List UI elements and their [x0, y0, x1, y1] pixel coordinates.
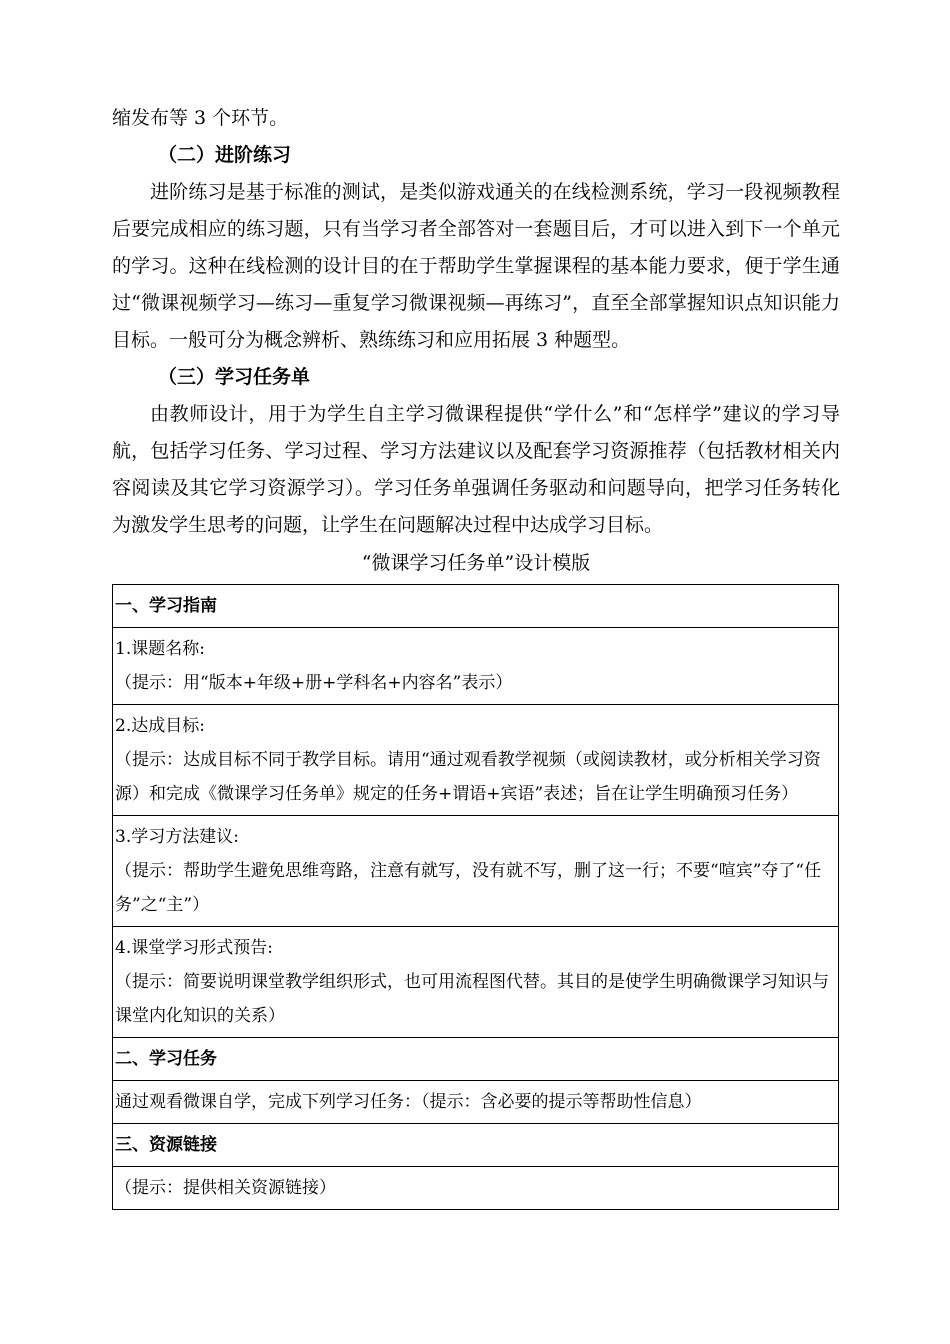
row-label: 1.课题名称: — [115, 639, 205, 659]
row-hint: （提示：用“版本+年级+册+学科名+内容名”表示） — [115, 673, 513, 693]
table-caption: “微课学习任务单”设计模版 — [361, 552, 591, 574]
advanced-practice-paragraph: 进阶练习是基于标准的测试，是类似游戏通关的在线检测系统，学习一段视频教程后要完成相应的练习题，只有当学习者全部答对一套题目后，才可以进入到下一个单元的学习。这种在线检测的设计目的在于帮助学生掌握课程的基本能力要求，便于学生通过“微课视频学习—练习—重复学习微课视频—再练习”，直至全部掌握知识点知识能力目标。一般可分为概念辨析、熟练练习和应用拓展 3 种题型。 — [112, 181, 840, 351]
row-label: 2.达成目标: — [115, 716, 205, 736]
document-page — [112, 100, 840, 1210]
row-hint: （提示：帮助学生避免思维弯路，注意有就写，没有就不写，删了这一行；不要“喧宾”夺了“任务”之“主”） — [115, 861, 822, 915]
resource-heading-cell: 三、资源链接 — [113, 1124, 839, 1167]
goal-cell — [113, 705, 839, 816]
task-sheet-table — [112, 584, 839, 1210]
table-row — [113, 1124, 839, 1167]
table-row — [113, 628, 839, 705]
topic-name-cell — [113, 628, 839, 705]
row-label: 3.学习方法建议: — [115, 827, 239, 847]
task-text-cell: 通过观看微课自学，完成下列学习任务：（提示：含必要的提示等帮助性信息） — [113, 1081, 839, 1124]
row-hint: （提示：简要说明课堂教学组织形式，也可用流程图代替。其目的是使学生明确微课学习知识与课堂内化知识的关系） — [115, 972, 829, 1026]
row-hint: （提示：达成目标不同于教学目标。请用“通过观看教学视频（或阅读教材，或分析相关学习资源）和完成《微课学习任务单》规定的任务+谓语+宾语”表述；旨在让学生明确预习任务） — [115, 750, 821, 804]
class-form-cell — [113, 927, 839, 1038]
task-heading-cell: 二、学习任务 — [113, 1038, 839, 1081]
guide-heading-cell: 一、学习指南 — [113, 585, 839, 628]
table-row — [113, 1081, 839, 1124]
table-row — [113, 1038, 839, 1081]
row-label: 4.课堂学习形式预告: — [115, 938, 273, 958]
table-row — [113, 816, 839, 927]
table-row — [113, 705, 839, 816]
table-row — [113, 927, 839, 1038]
table-row — [113, 585, 839, 628]
intro-end-text: 缩发布等 3 个环节。 — [112, 107, 289, 129]
task-sheet-paragraph: 由教师设计，用于为学生自主学习微课程提供“学什么”和“怎样学”建议的学习导航，包括学习任务、学习过程、学习方法建议以及配套学习资源推荐（包括教材相关内容阅读及其它学习资源学习）。学习任务单强调任务驱动和问题导向，把学习任务转化为激发学生思考的问题，让学生在问题解决过程中达成学习目标。 — [112, 403, 840, 536]
section-heading-advanced-practice: （二）进阶练习 — [158, 144, 292, 166]
table-row — [113, 1167, 839, 1210]
method-cell — [113, 816, 839, 927]
section-heading-task-sheet: （三）学习任务单 — [158, 366, 311, 388]
resource-text-cell: （提示：提供相关资源链接） — [113, 1167, 839, 1210]
